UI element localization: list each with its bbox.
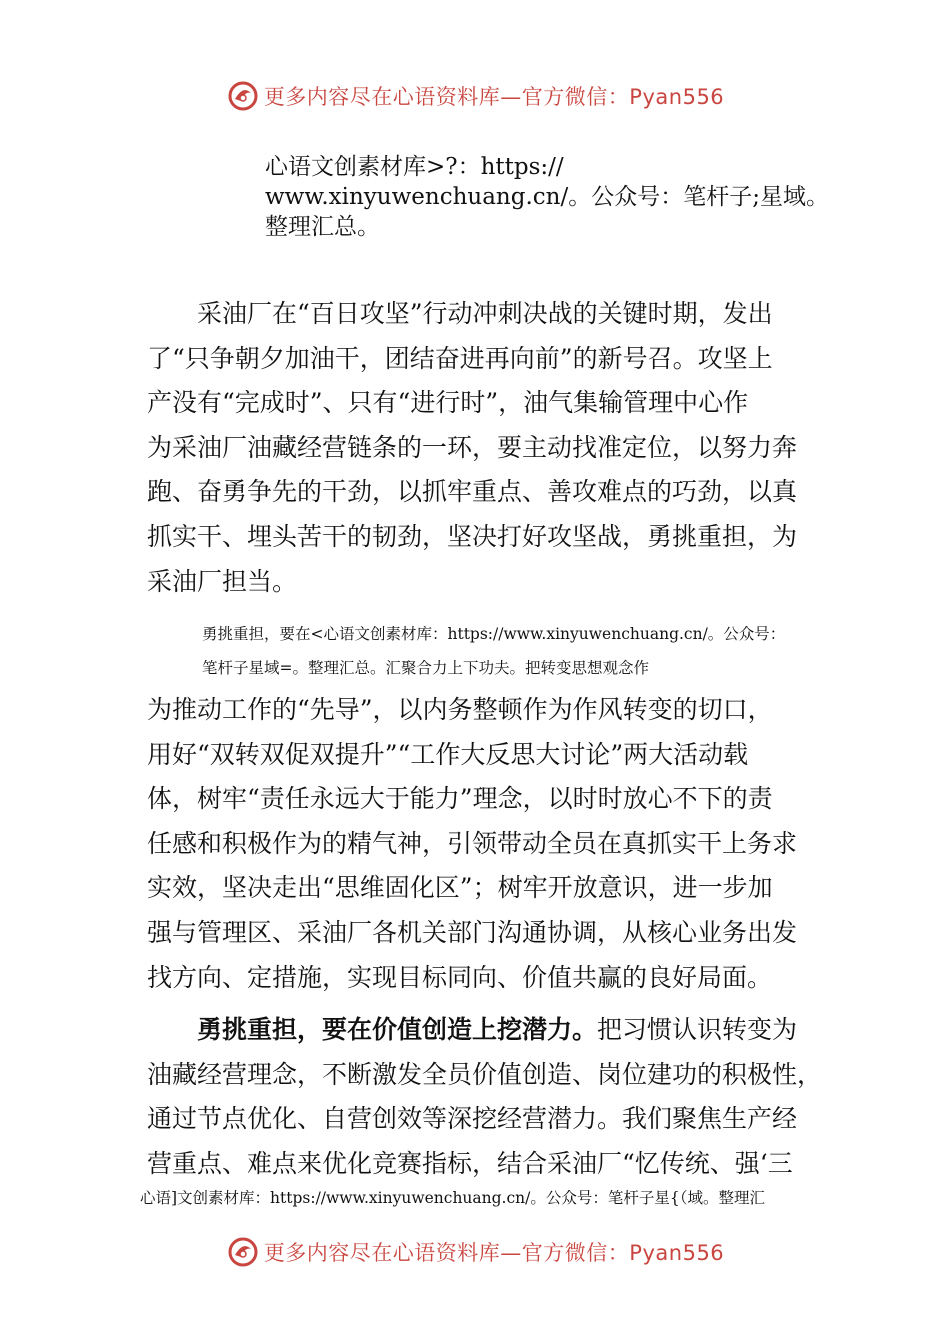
inline-source-note-line: 笔杆子星域=。整理汇总。汇聚合力上下功夫。把转变思想观念作	[202, 659, 649, 677]
paragraph-line: 强与管理区、采油厂各机关部门沟通协调，从核心业务出发	[147, 917, 798, 947]
paragraph-line: 用好“双转双促双提升”“工作大反思大讨论”两大活动载	[147, 739, 749, 769]
header-banner	[0, 76, 950, 116]
source-note-line: www.xinyuwenchuang.cn/。公众号：笔杆子;星域。	[265, 184, 829, 210]
footer-source-note: 心语]文创素材库：https://www.xinyuwenchuang.cn/。公众号：笔杆子星{（域。整理汇	[140, 1189, 765, 1207]
paragraph-line: 找方向、定措施，实现目标同向、价值共赢的良好局面。	[147, 962, 773, 992]
swirl-logo-icon	[226, 79, 260, 113]
source-note	[265, 152, 905, 242]
paragraph-line: 为推动工作的“先导”，以内务整顿作为作风转变的切口，	[147, 695, 773, 724]
paragraph-1	[147, 292, 827, 604]
paragraph-line: 为采油厂油藏经营链条的一环，要主动找准定位，以努力奔	[147, 432, 798, 462]
paragraph-line: 营重点、难点来优化竞赛指标，结合采油厂“忆传统、强‘三	[147, 1148, 793, 1178]
paragraph-line: 了“只争朝夕加油干，团结奋进再向前”的新号召。攻坚上	[147, 343, 773, 373]
paragraph-line: 油藏经营理念，不断激发全员价值创造、岗位建功的积极性，	[147, 1059, 823, 1089]
paragraph-line: 跑、奋勇争先的干劲，以抓牢重点、善攻难点的巧劲，以真	[147, 477, 798, 507]
banner-text: 更多内容尽在心语资料库—官方微信：Pyan556	[263, 1241, 725, 1265]
inline-source-note	[202, 617, 785, 685]
swirl-logo-icon	[226, 1235, 260, 1269]
paragraph-first-line	[147, 1008, 827, 1053]
paragraph-line: 通过节点优化、自营创效等深挖经营潜力。我们聚焦生产经	[147, 1104, 798, 1134]
paragraph-line: 抓实干、埋头苦干的韧劲，坚决打好攻坚战，勇挑重担，为	[147, 521, 798, 551]
paragraph-line: 采油厂担当。	[147, 566, 298, 596]
inline-source-note-line: 勇挑重担，要在<心语文创素材库：https://www.xinyuwenchuang.cn/。公众号：	[202, 625, 786, 643]
paragraph-line: 任感和积极作为的精气神，引领带动全员在真抓实干上务求	[147, 828, 798, 858]
source-note-line: 心语文创素材库>?：https://	[265, 154, 564, 180]
paragraph-line: 实效，坚决走出“思维固化区”；树牢开放意识，进一步加	[147, 873, 773, 903]
paragraph-line: 产没有“完成时”、只有“进行时”，油气集输管理中心作	[147, 388, 749, 418]
paragraph-2	[147, 688, 827, 1000]
footer-banner	[0, 1232, 950, 1272]
banner-text: 更多内容尽在心语资料库—官方微信：Pyan556	[263, 85, 725, 109]
paragraph-3	[147, 1008, 827, 1186]
paragraph-lead-heading: 勇挑重担，要在价值创造上挖潜力。	[197, 1015, 598, 1044]
paragraph-line: 采油厂在“百日攻坚”行动冲刺决战的关键时期，发出	[197, 299, 773, 328]
paragraph-line: 体，树牢“责任永远大于能力”理念，以时时放心不下的责	[147, 784, 773, 814]
paragraph-line-rest: 把习惯认识转变为	[597, 1015, 798, 1044]
source-note-line: 整理汇总。	[265, 214, 380, 240]
